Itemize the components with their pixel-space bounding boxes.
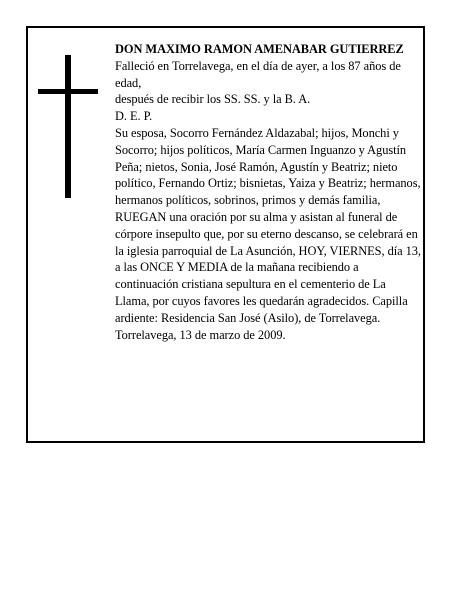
- cross-horizontal-bar: [38, 89, 98, 94]
- notice-body: [115, 41, 421, 343]
- deceased-name: DON MAXIMO RAMON AMENABAR GUTIERREZ: [115, 42, 404, 56]
- cross-vertical-bar: [65, 55, 71, 198]
- family-list: Su esposa, Socorro Fernández Aldazabal; hijos, Monchi y Socorro; hijos políticos, María Carmen Inguanzo y Agustín Peña; nietos, Sonia, José Ramón, Agustín y Beatriz; nieto político, Fernando Ortiz; bisnietas, Yaiza y Beatriz; hermanos, hermanos políticos, sobrinos, primos y demás familia,: [115, 125, 421, 208]
- place-date: Torrelavega, 13 de marzo de 2009.: [115, 327, 286, 342]
- cross-icon: [38, 55, 100, 198]
- death-statement: Falleció en Torrelavega, en el día de ayer, a los 87 años de edad,: [115, 58, 401, 90]
- obituary-notice: [26, 26, 425, 443]
- funeral-request: RUEGAN una oración por su alma y asistan al funeral de córpore insepulto que, por su eterno descanso, se celebrará en la iglesia parroquial de La Asunción, HOY, VIERNES, día 13, a las ONCE Y MEDIA de la mañana recibiendo a continuación cristiana sepultura en el cementerio de La Llama, por cuyos favores les quedarán agradecidos. Capilla ardiente: Residencia San José (Asilo), de Torrelavega.: [115, 209, 421, 325]
- rip-line: D. E. P.: [115, 109, 153, 124]
- sacraments-line: después de recibir los SS. SS. y la B. A.: [115, 92, 311, 107]
